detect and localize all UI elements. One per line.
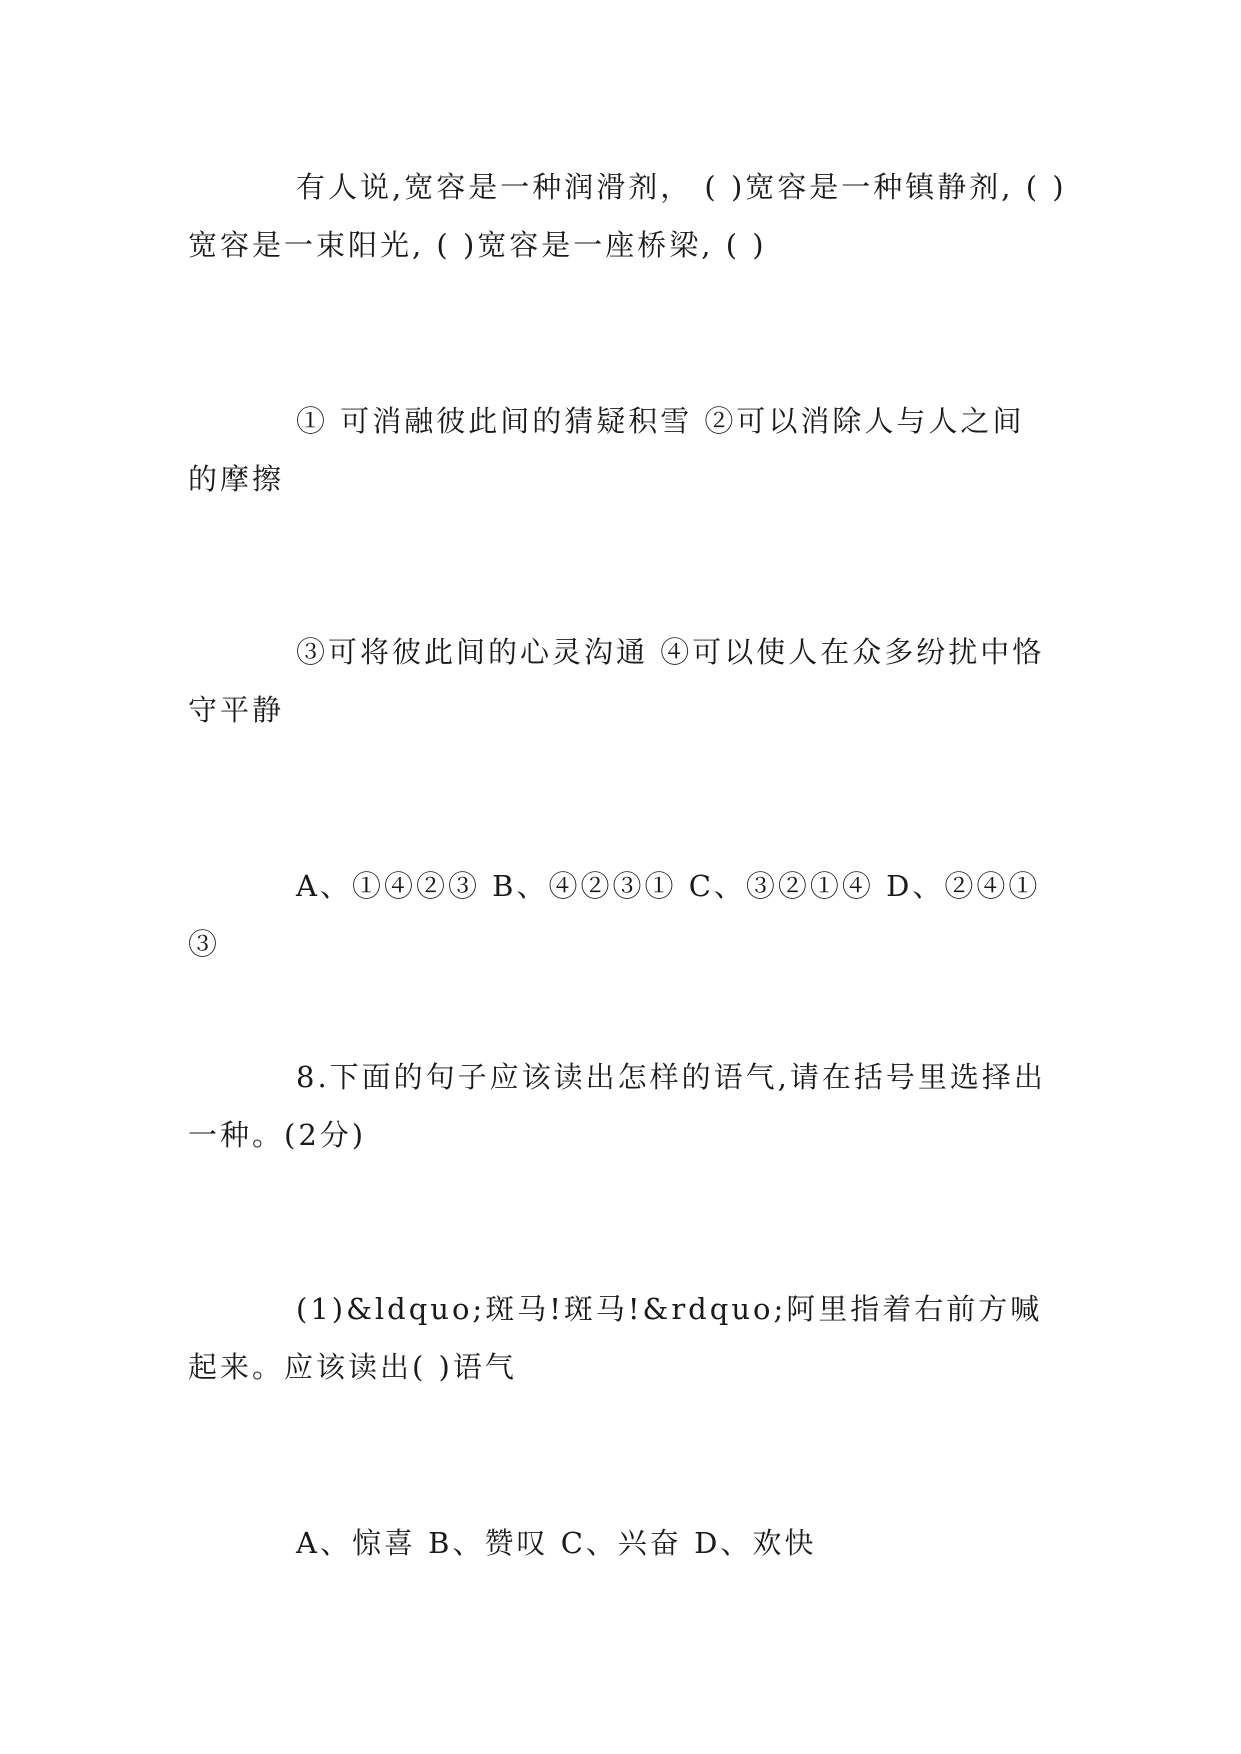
paragraph-tone-choices: A、惊喜 B、赞叹 C、兴奋 D、欢快 (296, 1526, 817, 1560)
paragraph-answer-choices: A、①④②③ B、④②③① C、③②①④ D、②④①③ (188, 869, 1041, 961)
paragraph-options-1-2: ① 可消融彼此间的猜疑积雪 ②可以消除人与人之间的摩擦 (188, 404, 1025, 496)
paragraph-tolerance-statement: 有人说,宽容是一种润滑剂， ( )宽容是一种镇静剂, ( )宽容是一束阳光, ( )宽容是一座桥梁, ( ) (188, 170, 1067, 262)
paragraph-options-3-4: ③可将彼此间的心灵沟通 ④可以使人在众多纷扰中恪守平静 (188, 635, 1045, 727)
paragraph-question-8-1: (1)&ldquo;斑马!斑马!&rdquo;阿里指着右前方喊起来。应该读出( )语气 (188, 1292, 1043, 1384)
paragraph-question-8: 8.下面的句子应该读出怎样的语气,请在括号里选择出一种。(2分) (188, 1060, 1046, 1152)
